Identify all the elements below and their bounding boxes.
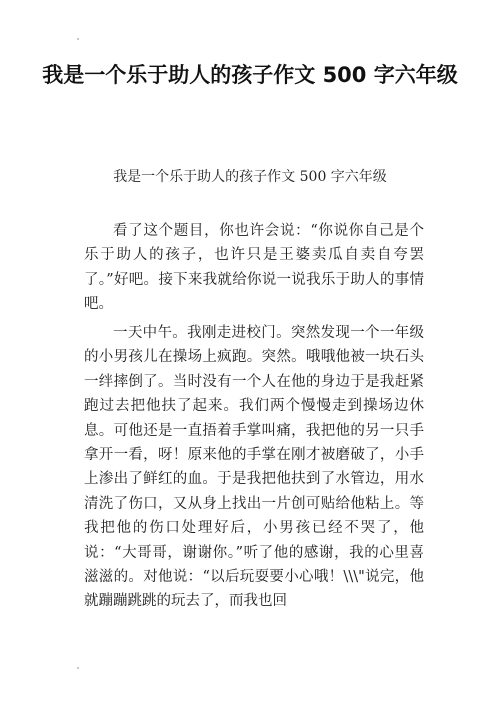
- corner-mark-bottom: [77, 667, 79, 669]
- document-title: 我是一个乐于助人的孩子作文 500 字六年级: [42, 63, 458, 87]
- corner-mark-top: [77, 38, 79, 40]
- paragraph-2: 一天中午。我刚走进校门。突然发现一个一年级的小男孩儿在操场上疯跑。突然。哦哦他被一块石头一绊摔倒了。当时没有一个人在他的身边于是我赶紧跑过去把他扶了起来。我们两个慢慢走到操场边休息。可他还是一直捂着手掌叫痛，我把他的另一只手拿开一看，呀！原来他的手掌在刚才被磨破了，小手上渗出了鲜红的血。于是我把他扶到了水管边，用水清洗了伤口，又从身上找出一片创可贴给他粘上。等我把他的伤口处理好后，小男孩已经不哭了，他说：“大哥哥，谢谢你。”听了他的感谢，我的心里喜滋滋的。对他说：“以后玩耍要小心哦！\\\"说完，他就蹦蹦跳跳的玩去了，而我也回: [84, 325, 424, 610]
- paragraph-1: 看了这个题目，你也许会说：“你说你自己是个乐于助人的孩子，也许只是王婆卖瓜自卖自夸罢了。”好吧。接下来我就给你说一说我乐于助人的事情吧。: [84, 223, 424, 313]
- document-subtitle: 我是一个乐于助人的孩子作文 500 字六年级: [113, 169, 387, 185]
